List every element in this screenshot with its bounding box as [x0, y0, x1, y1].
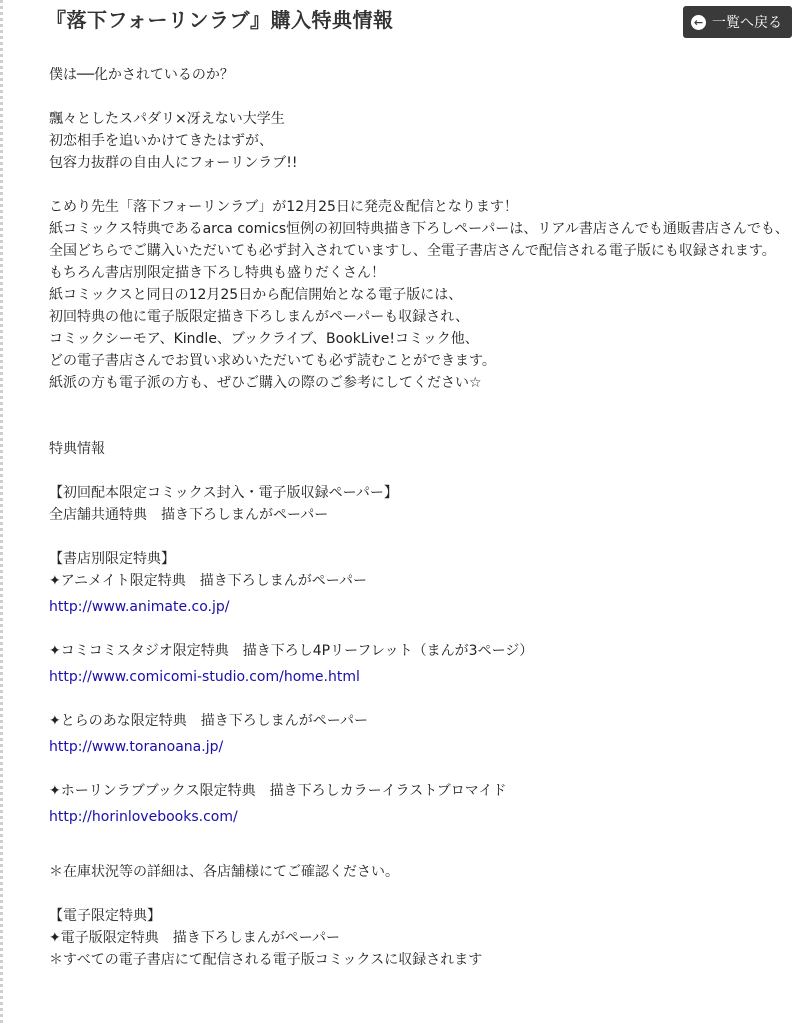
store-benefit-animate: ✦アニメイト限定特典 描き下ろしまんがペーパー — [49, 573, 368, 589]
store-benefits-title: 【書店別限定特典】 — [49, 551, 175, 567]
announcement-line: 紙コミックスと同日の12月25日から配信開始となる電子版には、 — [49, 287, 463, 303]
announcement-line: 紙派の方も電子派の方も、ぜひご購入の際のご参考にしてください☆ — [49, 375, 482, 391]
first-edition-desc: 全店舗共通特典 描き下ろしまんがペーパー — [49, 507, 329, 523]
back-button-label: 一覧へ戻る — [712, 15, 782, 31]
arrow-left-circle-icon: ← — [691, 15, 706, 30]
announcement-line: もちろん書店別限定描き下ろし特典も盛りだくさん！ — [49, 265, 385, 281]
announcement-line: どの電子書店さんでお買い求めいただいても必ず読むことができます。 — [49, 353, 496, 369]
article-body — [49, 64, 789, 971]
announcement-line: コミックシーモア、Kindle、ブックライブ、BookLive!コミック他、 — [49, 331, 479, 347]
comicomi-link[interactable]: http://www.comicomi-studio.com/home.html — [49, 669, 360, 685]
benefits-heading: 特典情報 — [49, 441, 105, 457]
intro-line: 初恋相手を追いかけてきたはずが、 — [49, 133, 273, 149]
announcement-line: こめり先生「落下フォーリンラブ」が12月25日に発売＆配信となります！ — [49, 199, 518, 215]
digital-note: ＊すべての電子書店にて配信される電子版コミックスに収録されます — [49, 952, 483, 968]
back-to-list-button[interactable] — [683, 6, 792, 38]
announcement-line: 初回特典の他に電子版限定描き下ろしまんがペーパーも収録され、 — [49, 309, 470, 325]
store-note: ＊在庫状況等の詳細は、各店舗様にてご確認ください。 — [49, 864, 399, 880]
page-title: 『落下フォーリンラブ』購入特典情報 — [46, 8, 394, 32]
intro-line: 飄々としたスパダリ×冴えない大学生 — [49, 111, 285, 127]
store-benefit-toranoana: ✦とらのあな限定特典 描き下ろしまんがペーパー — [49, 713, 369, 729]
announcement-line: 全国どちらでご購入いただいても必ず封入されていますし、全電子書店さんで配信される電子版にも収録されます。 — [49, 243, 776, 259]
page-left-border — [0, 0, 3, 1024]
first-edition-title: 【初回配本限定コミックス封入・電子版収録ペーパー】 — [49, 485, 398, 501]
horinlove-link[interactable]: http://horinlovebooks.com/ — [49, 809, 238, 825]
digital-benefits-title: 【電子限定特典】 — [49, 908, 161, 924]
intro-line: 僕は──化かされているのか？ — [49, 67, 234, 83]
animate-link[interactable]: http://www.animate.co.jp/ — [49, 599, 230, 615]
announcement-line: 紙コミックス特典であるarca comics恒例の初回特典描き下ろしペーパーは、リアル書店さんでも通販書店さんでも、 — [49, 221, 789, 237]
digital-benefit-item: ✦電子版限定特典 描き下ろしまんがペーパー — [49, 930, 341, 946]
store-benefit-comicomi: ✦コミコミスタジオ限定特典 描き下ろし4Pリーフレット（まんが3ページ） — [49, 643, 534, 659]
intro-line: 包容力抜群の自由人にフォーリンラブ!! — [49, 155, 298, 171]
toranoana-link[interactable]: http://www.toranoana.jp/ — [49, 739, 224, 755]
store-benefit-horinlove: ✦ホーリンラブブックス限定特典 描き下ろしカラーイラストブロマイド — [49, 783, 507, 799]
